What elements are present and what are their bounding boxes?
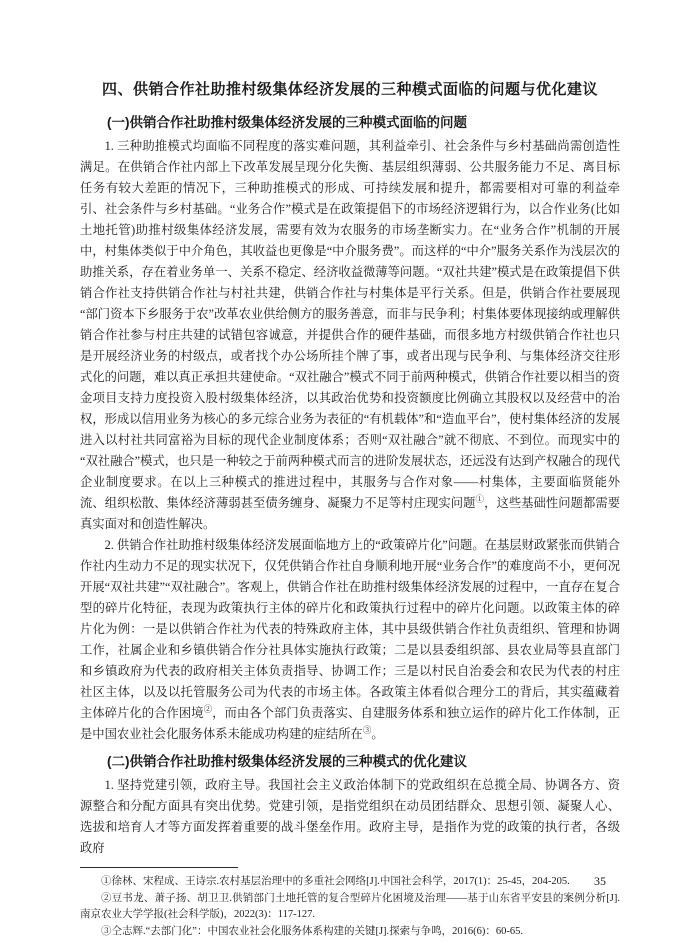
footnote-area bbox=[80, 867, 620, 940]
paragraph-problems-2: 2. 供销合作社助推村级集体经济发展面临地方上的“政策碎片化”问题。在基层财政紧张而供销合作社内生动力不足的现实状况下，仅凭供销合作社自身顺利地开展“业务合作”的难度尚不小，更何况开展“双社共建”“双社融合”。客观上，供销合作社在助推村级集体经济发展的过程中，一直存在复合型的碎片化特征，表现为政策执行主体的碎片化和政策执行过程中的碎片化问题。以政策主体的碎片化为例：一是以供销合作社为代表的特殊政府主体，其中县级供销合作社负责组织、管理和协调工作，社属企业和乡镇供销合作分社具体实施执行政策；二是以县委组织部、县农业局等县直部门和乡镇政府为代表的政府相关主体负责指导、协调工作；三是以村民自治委会和农民为代表的村庄社区主体，以及以托管服务公司为代表的市场主体。各政策主体看似合理分工的背后，其实蕴藏着主体碎片化的合作困境②，而由各个部门负责落实、自建服务体系和独立运作的碎片化工作体制，正是中国农业社会化服务体系未能成功构建的症结所在③。 bbox=[80, 538, 620, 741]
paragraph-suggestions-1: 1. 坚持党建引领，政府主导。我国社会主义政治体制下的党政组织在总揽全局、协调各方、资源整合和分配方面具有突出优势。党建引领，是指党组织在动员团结群众、思想引领、凝聚人心、选拔和培育人才等方面发挥着重要的战斗堡垒作用。政府主导，是指作为党的政策的执行者，各级政府 bbox=[80, 778, 620, 855]
footnote-divider bbox=[80, 867, 238, 868]
document-title: 四、供销合作社助推村级集体经济发展的三种模式面临的问题与优化建议 bbox=[101, 81, 598, 98]
page-number: 35 bbox=[594, 874, 606, 888]
paragraph-problems-1: 1. 三种助推模式均面临不同程度的落实难问题，其利益牵引、社会条件与乡村基础尚需创造性满足。在供销合作社内部上下改革发展呈现分化失衡、基层组织薄弱、公共服务能力不足、离目标任务有较大差距的情况下，三种助推模式的形成、可持续发展和提升，都需要相对可靠的利益牵引、社会条件与乡村基础。“业务合作”模式是在政策提倡下的市场经济逻辑行为，以合作业务(比如土地托管)助推村级集体经济发展，需要有效为农服务的市场垄断实力。在“业务合作”机制的开展中，村集体类似于中介角色，其收益也更像是“中介服务费”。而这样的“中介”服务关系作为浅层次的助推关系，存在着业务单一、关系不稳定、经济收益微薄等问题。“双社共建”模式是在政策提倡下供销合作社支持供销合作社与村社共建，供销合作社与村集体是平行关系。但是，供销合作社要展现“部门资本下乡服务于农”改革农业供给侧方的服务善意，而非与民争利；村集体要体现接纳或理解供销合作社参与村庄共建的试错包容诚意，并提供合作的硬件基础，而很多地方村级供销合作社也只是开展经济业务的村级点，或者找个办公场所挂个牌了事，或者出现与民争利、与集体经济交往形式化的问题，难以真正承担共建使命。“双社融合”模式不同于前两种模式，供销合作社要以相当的资金项目支持力度投资入股村级集体经济，以其政治优势和投资额度比例确立其股权以及经营中的治权，形成以信用业务为核心的多元综合业务为表征的“有机载体”和“造血平台”，使村集体经济的发展进入以村社共同富裕为目标的现代企业制度体系；否则“双社融合”就不彻底、不到位。而现实中的“双社融合”模式，也只是一种较之于前两种模式而言的进阶发展状态，还远没有达到产权融合的现代企业制度要求。在以上三种模式的推进过程中，其服务与合作对象——村集体，主要面临贤能外流、组织松散、集体经济薄弱甚至债务缠身、凝聚力不足等村庄现实问题①，这些基础性问题都需要真实面对和创造性解决。 bbox=[80, 139, 620, 531]
footnote-3: ③仝志辉.“去部门化”：中国农业社会化服务体系构建的关键[J].探索与争鸣，2016(6)：60-65. bbox=[101, 925, 524, 937]
section-problems bbox=[80, 111, 620, 745]
footnote-2: ②豆书龙、萧子扬、胡卫卫.供销部门土地托管的复合型碎片化困境及治理——基于山东省平安县的案例分析[J].南京农业大学学报(社会科学版)，2022(3)：117-127. bbox=[80, 892, 620, 920]
footnote-1: ①徐林、宋程成、王诗宗.农村基层治理中的多重社会网络[J].中国社会科学，2017(1)：25-45，204-205. bbox=[101, 876, 570, 887]
section-suggestions bbox=[80, 750, 620, 859]
section-suggestions-heading: (二)供销合作社助推村级集体经济发展的三种模式的优化建议 bbox=[107, 754, 467, 769]
section-problems-heading: (一)供销合作社助推村级集体经济发展的三种模式面临的问题 bbox=[107, 115, 467, 130]
